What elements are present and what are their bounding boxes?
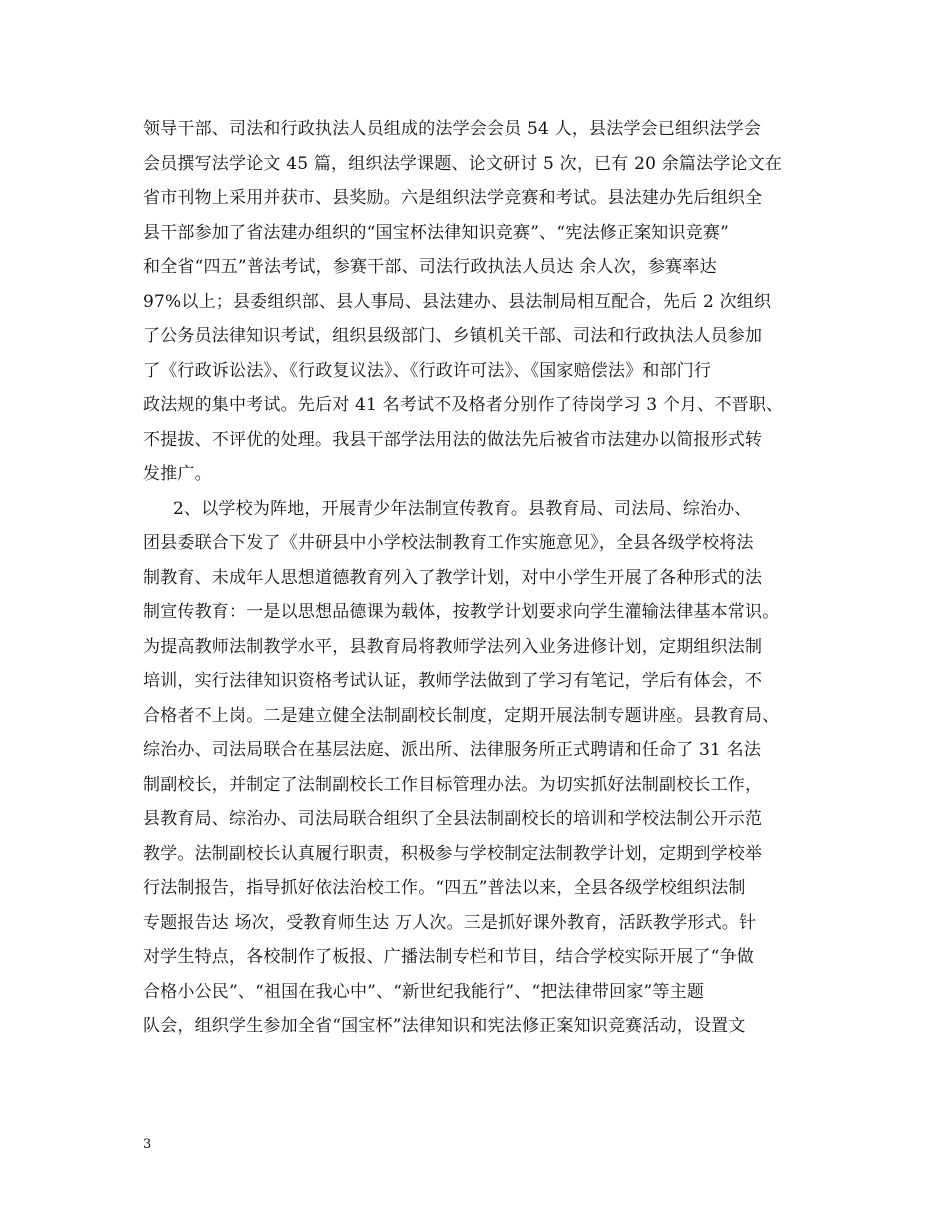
text-line: 制副校长，并制定了法制副校长工作目标管理办法。为切实抓好法制副校长工作， — [143, 774, 763, 795]
text-line: 队会，组织学生参加全省“国宝杯”法律知识和宪法修正案知识竞赛活动，设置文 — [143, 1016, 746, 1036]
page-number: 3 — [143, 1137, 152, 1152]
text-line: 97%以上；县委组织部、县人事局、县法建办、县法制局相互配合，先后 2 次组织 — [143, 291, 772, 312]
text-line: 发推广。 — [143, 464, 212, 484]
text-line: 政法规的集中考试。先后对 41 名考试不及格者分别作了待岗学习 3 个月、不晋职、 — [143, 395, 784, 415]
text-line: 对学生特点，各校制作了板报、广播法制专栏和节目，结合学校实际开展了“争做 — [143, 947, 754, 967]
text-line: 教学。法制副校长认真履行职责，积极参与学校制定法制教学计划，定期到学校举 — [143, 843, 763, 864]
text-line: 团县委联合下发了《井研县中小学校法制教育工作实施意见》，全县各级学校将法 — [143, 533, 754, 553]
text-line: 合格者不上岗。二是建立健全法制副校长制度，定期开展法制专题讲座。县教育局、 — [143, 705, 780, 726]
text-line: 培训，实行法律知识资格考试认证，教师学法做到了学习有笔记，学后有体会，不 — [143, 671, 763, 691]
paragraph-start-line: 2、以学校为阵地，开展青少年法制宣传教育。县教育局、司法局、综治办、 — [173, 498, 752, 519]
text-line: 制教育、未成年人思想道德教育列入了教学计划，对中小学生开展了各种形式的法 — [143, 567, 763, 588]
text-line: 综治办、司法局联合在基层法庭、派出所、法律服务所正式聘请和任命了 31 名法 — [143, 740, 762, 760]
text-line: 县干部参加了省法建办组织的“国宝杯法律知识竞赛”、“宪法修正案知识竞赛” — [143, 222, 729, 243]
text-line: 会员撰写法学论文 45 篇，组织法学课题、论文研讨 5 次，已有 20 余篇法学论文在 — [143, 153, 783, 174]
text-line: 合格小公民”、“祖国在我心中”、“新世纪我能行”、“把法律带回家”等主题 — [143, 981, 705, 1002]
text-line: 行法制报告，指导抓好依法治校工作。“四五”普法以来，全县各级学校组织法制 — [143, 878, 746, 898]
text-line: 了公务员法律知识考试，组织县级部门、乡镇机关干部、司法和行政执法人员参加 — [143, 326, 763, 346]
text-line: 县教育局、综治办、司法局联合组织了全县法制副校长的培训和学校法制公开示范 — [143, 809, 763, 829]
text-line: 为提高教师法制教学水平，县教育局将教师学法列入业务进修计划，定期组织法制 — [143, 636, 763, 657]
text-line: 了《行政诉讼法》、《行政复议法》、《行政许可法》、《国家赔偿法》和部门行 — [143, 360, 712, 381]
text-line: 省市刊物上采用并获市、县奖励。六是组织法学竞赛和考试。县法建办先后组织全 — [143, 188, 763, 208]
text-line: 专题报告达 场次，受教育师生达 万人次。三是抓好课外教育，活跃教学形式。针 — [143, 912, 757, 933]
body-text — [143, 112, 823, 1044]
text-line: 和全省“四五”普法考试，参赛干部、司法行政执法人员达 余人次，参赛率达 — [143, 257, 717, 277]
text-line: 制宣传教育：一是以思想品德课为载体，按教学计划要求向学生灌输法律基本常识。 — [143, 602, 780, 622]
text-line: 领导干部、司法和行政执法人员组成的法学会会员 54 人，县法学会已组织法学会 — [143, 119, 762, 139]
text-line: 不提拔、不评优的处理。我县干部学法用法的做法先后被省市法建办以简报形式转 — [143, 429, 763, 450]
